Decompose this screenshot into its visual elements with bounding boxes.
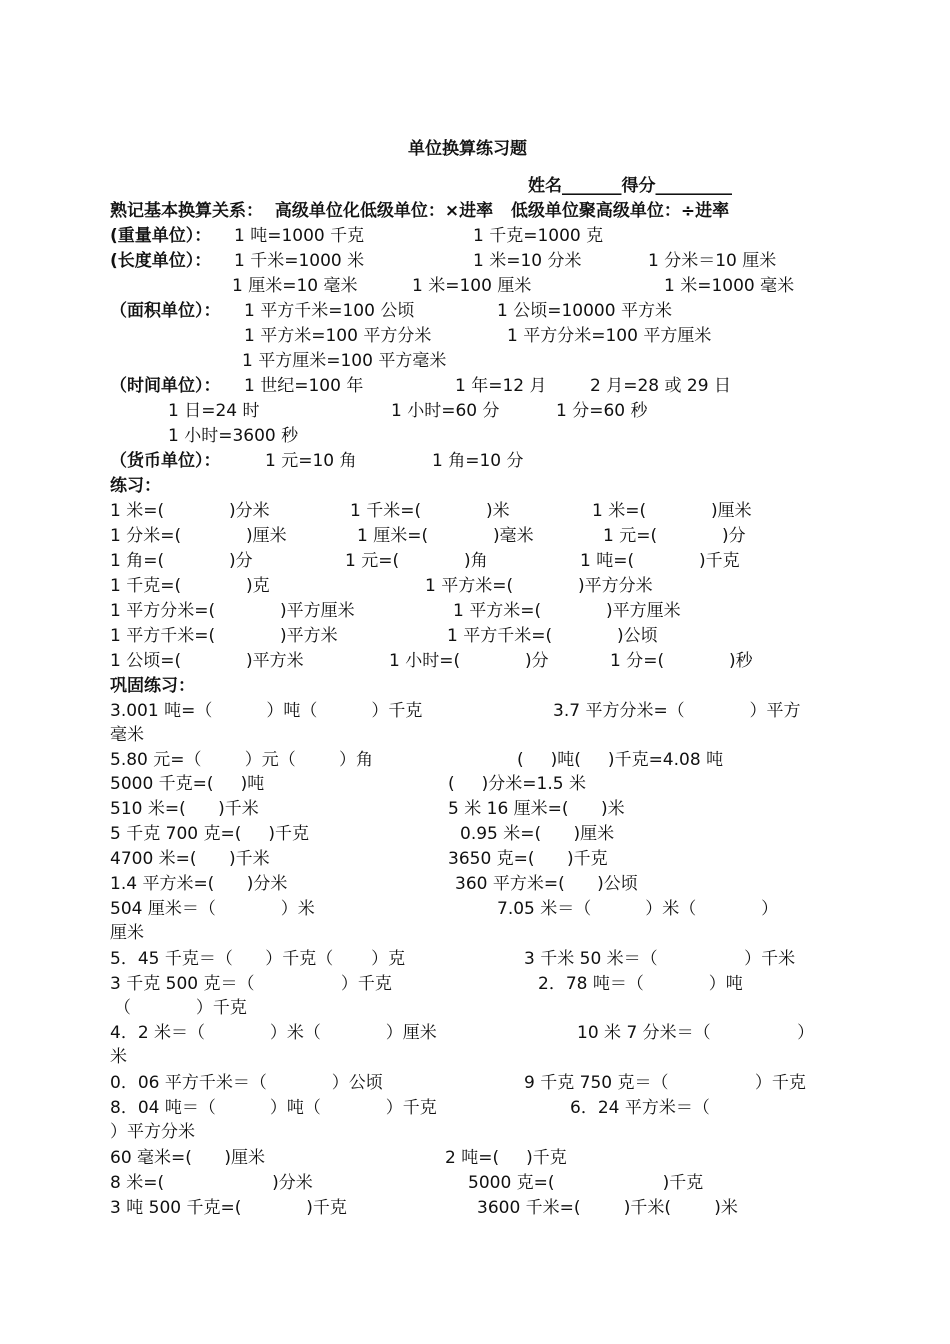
consolidate-item[interactable]: 5 米 16 厘米=( )米 [448,799,625,819]
consolidate-item[interactable]: 1.4 平方米=( )分米 [110,874,288,894]
consolidate-item[interactable]: 0．06 平方千米＝（ ）公顷 [110,1073,383,1093]
consolidate-item[interactable]: 60 毫米=( )厘米 [110,1148,265,1168]
consolidate-item[interactable]: 3 千米 50 米＝（ ）千米 [524,949,796,969]
consolidate-item[interactable]: 0.95 米=( )厘米 [460,824,615,844]
length-fact: 1 米=100 厘米 [412,276,532,296]
practice-item[interactable]: 1 千克=( )克 [110,576,270,596]
practice-item[interactable]: 1 平方千米=( )平方米 [110,626,338,646]
practice-item[interactable]: 1 分米=( )厘米 [110,526,287,546]
area-fact: 1 平方厘米=100 平方毫米 [242,351,447,371]
time-label: （时间单位）： [110,376,221,396]
consolidate-heading: 巩固练习： [110,676,195,696]
consolidate-item[interactable]: 5.80 元=（ ）元（ ）角 [110,750,373,770]
length-fact: 1 米=10 分米 [473,251,582,271]
rule-text: 高级单位化低级单位：×进率 低级单位聚高级单位：÷进率 [263,201,730,221]
consolidate-item[interactable]: 504 厘米＝（ ）米 [110,899,315,919]
consolidate-item[interactable]: 4．2 米＝（ ）米（ ）厘米 [110,1023,437,1043]
consolidate-item[interactable]: 510 米=( )千米 [110,799,259,819]
practice-item[interactable]: 1 平方米=( )平方厘米 [453,601,681,621]
consolidate-item[interactable]: 9 千克 750 克＝（ ）千克 [524,1073,806,1093]
consolidate-item: ）平方分米 [110,1122,195,1142]
consolidate-item[interactable]: 2 吨=( )千克 [445,1148,567,1168]
practice-item[interactable]: 1 厘米=( )毫米 [357,526,534,546]
consolidate-item[interactable]: 5000 克=( )千克 [468,1173,704,1193]
weight-fact: 1 千克=1000 克 [473,226,604,246]
time-fact: 1 分=60 秒 [556,401,648,421]
consolidate-item: 米 [110,1047,127,1067]
practice-item[interactable]: 1 吨=( )千克 [580,551,740,571]
area-fact: 1 平方米=100 平方分米 [244,326,432,346]
consolidate-item[interactable]: 3.001 吨=（ ）吨（ ）千克 [110,701,423,721]
consolidate-item: 厘米 [110,923,144,943]
consolidate-item[interactable]: ( )吨( )千克=4.08 吨 [517,750,724,770]
money-fact: 1 角=10 分 [432,451,524,471]
practice-item[interactable]: 1 分=( )秒 [610,651,753,671]
practice-item[interactable]: 1 公顷=( )平方米 [110,651,304,671]
practice-item[interactable]: 1 小时=( )分 [389,651,549,671]
practice-item[interactable]: 1 平方分米=( )平方厘米 [110,601,355,621]
rule-heading: 熟记基本换算关系： [110,201,263,221]
consolidate-item[interactable]: 3 吨 500 千克=( )千克 [110,1198,347,1218]
consolidate-item[interactable]: 6．24 平方米＝（ [570,1098,710,1118]
consolidate-item[interactable]: 5．45 千克＝（ ）千克（ ）克 [110,949,406,969]
length-fact: 1 分米＝10 厘米 [648,251,777,271]
practice-item[interactable]: 1 平方米=( )平方分米 [425,576,653,596]
consolidate-item[interactable]: 5000 千克=( )吨 [110,774,265,794]
consolidate-item[interactable]: 5 千克 700 克=( )千克 [110,824,310,844]
consolidate-item[interactable]: 7.05 米＝（ ）米（ ） [497,899,779,919]
area-fact: 1 平方千米=100 公顷 [244,301,415,321]
money-label: （货币单位）： [110,451,221,471]
time-fact: 1 世纪=100 年 [244,376,364,396]
practice-heading: 练习： [110,476,161,496]
length-fact: 1 千米=1000 米 [234,251,365,271]
time-fact: 1 年=12 月 [455,376,547,396]
name-score-line[interactable]: 姓名_______得分_________ [528,176,732,196]
area-fact: 1 公顷=10000 平方米 [497,301,672,321]
area-label: （面积单位）： [110,301,221,321]
time-fact: 1 日=24 时 [168,401,260,421]
consolidate-item[interactable]: 4700 米=( )千米 [110,849,270,869]
practice-item[interactable]: 1 元=( )角 [345,551,488,571]
practice-item[interactable]: 1 元=( )分 [603,526,746,546]
consolidate-item[interactable]: ( )分米=1.5 米 [448,774,586,794]
consolidate-item[interactable]: 3 千克 500 克＝（ ）千克 [110,974,392,994]
consolidate-item[interactable]: 8．04 吨＝（ ）吨（ ）千克 [110,1098,437,1118]
consolidate-item[interactable]: （ ）千克 [114,998,247,1018]
weight-fact: 1 吨=1000 千克 [234,226,365,246]
length-fact: 1 米=1000 毫米 [664,276,795,296]
practice-item[interactable]: 1 平方千米=( )公顷 [447,626,658,646]
money-fact: 1 元=10 角 [265,451,357,471]
practice-item[interactable]: 1 米=( )厘米 [592,501,752,521]
consolidate-item[interactable]: 360 平方米=( )公顷 [455,874,638,894]
area-fact: 1 平方分米=100 平方厘米 [507,326,712,346]
practice-item[interactable]: 1 米=( )分米 [110,501,270,521]
consolidate-item[interactable]: 3.7 平方分米=（ ）平方 [553,701,801,721]
practice-item[interactable]: 1 角=( )分 [110,551,253,571]
consolidate-item[interactable]: 2．78 吨＝（ ）吨 [538,974,743,994]
time-fact: 1 小时=60 分 [391,401,500,421]
time-fact: 2 月=28 或 29 日 [590,376,731,396]
consolidate-item[interactable]: 3650 克=( )千克 [448,849,608,869]
page-title: 单位换算练习题 [408,139,527,159]
time-fact: 1 小时=3600 秒 [168,426,299,446]
rule-line [110,200,729,222]
length-fact: 1 厘米=10 毫米 [232,276,358,296]
consolidate-item[interactable]: 3600 千米=( )千米( )米 [477,1198,738,1218]
length-label: (长度单位）： [110,251,212,271]
consolidate-item[interactable]: 8 米=( )分米 [110,1173,313,1193]
weight-label: (重量单位）： [110,226,212,246]
consolidate-item[interactable]: 10 米 7 分米＝（ ） [577,1023,815,1043]
practice-item[interactable]: 1 千米=( )米 [350,501,510,521]
consolidate-item: 毫米 [110,725,144,745]
